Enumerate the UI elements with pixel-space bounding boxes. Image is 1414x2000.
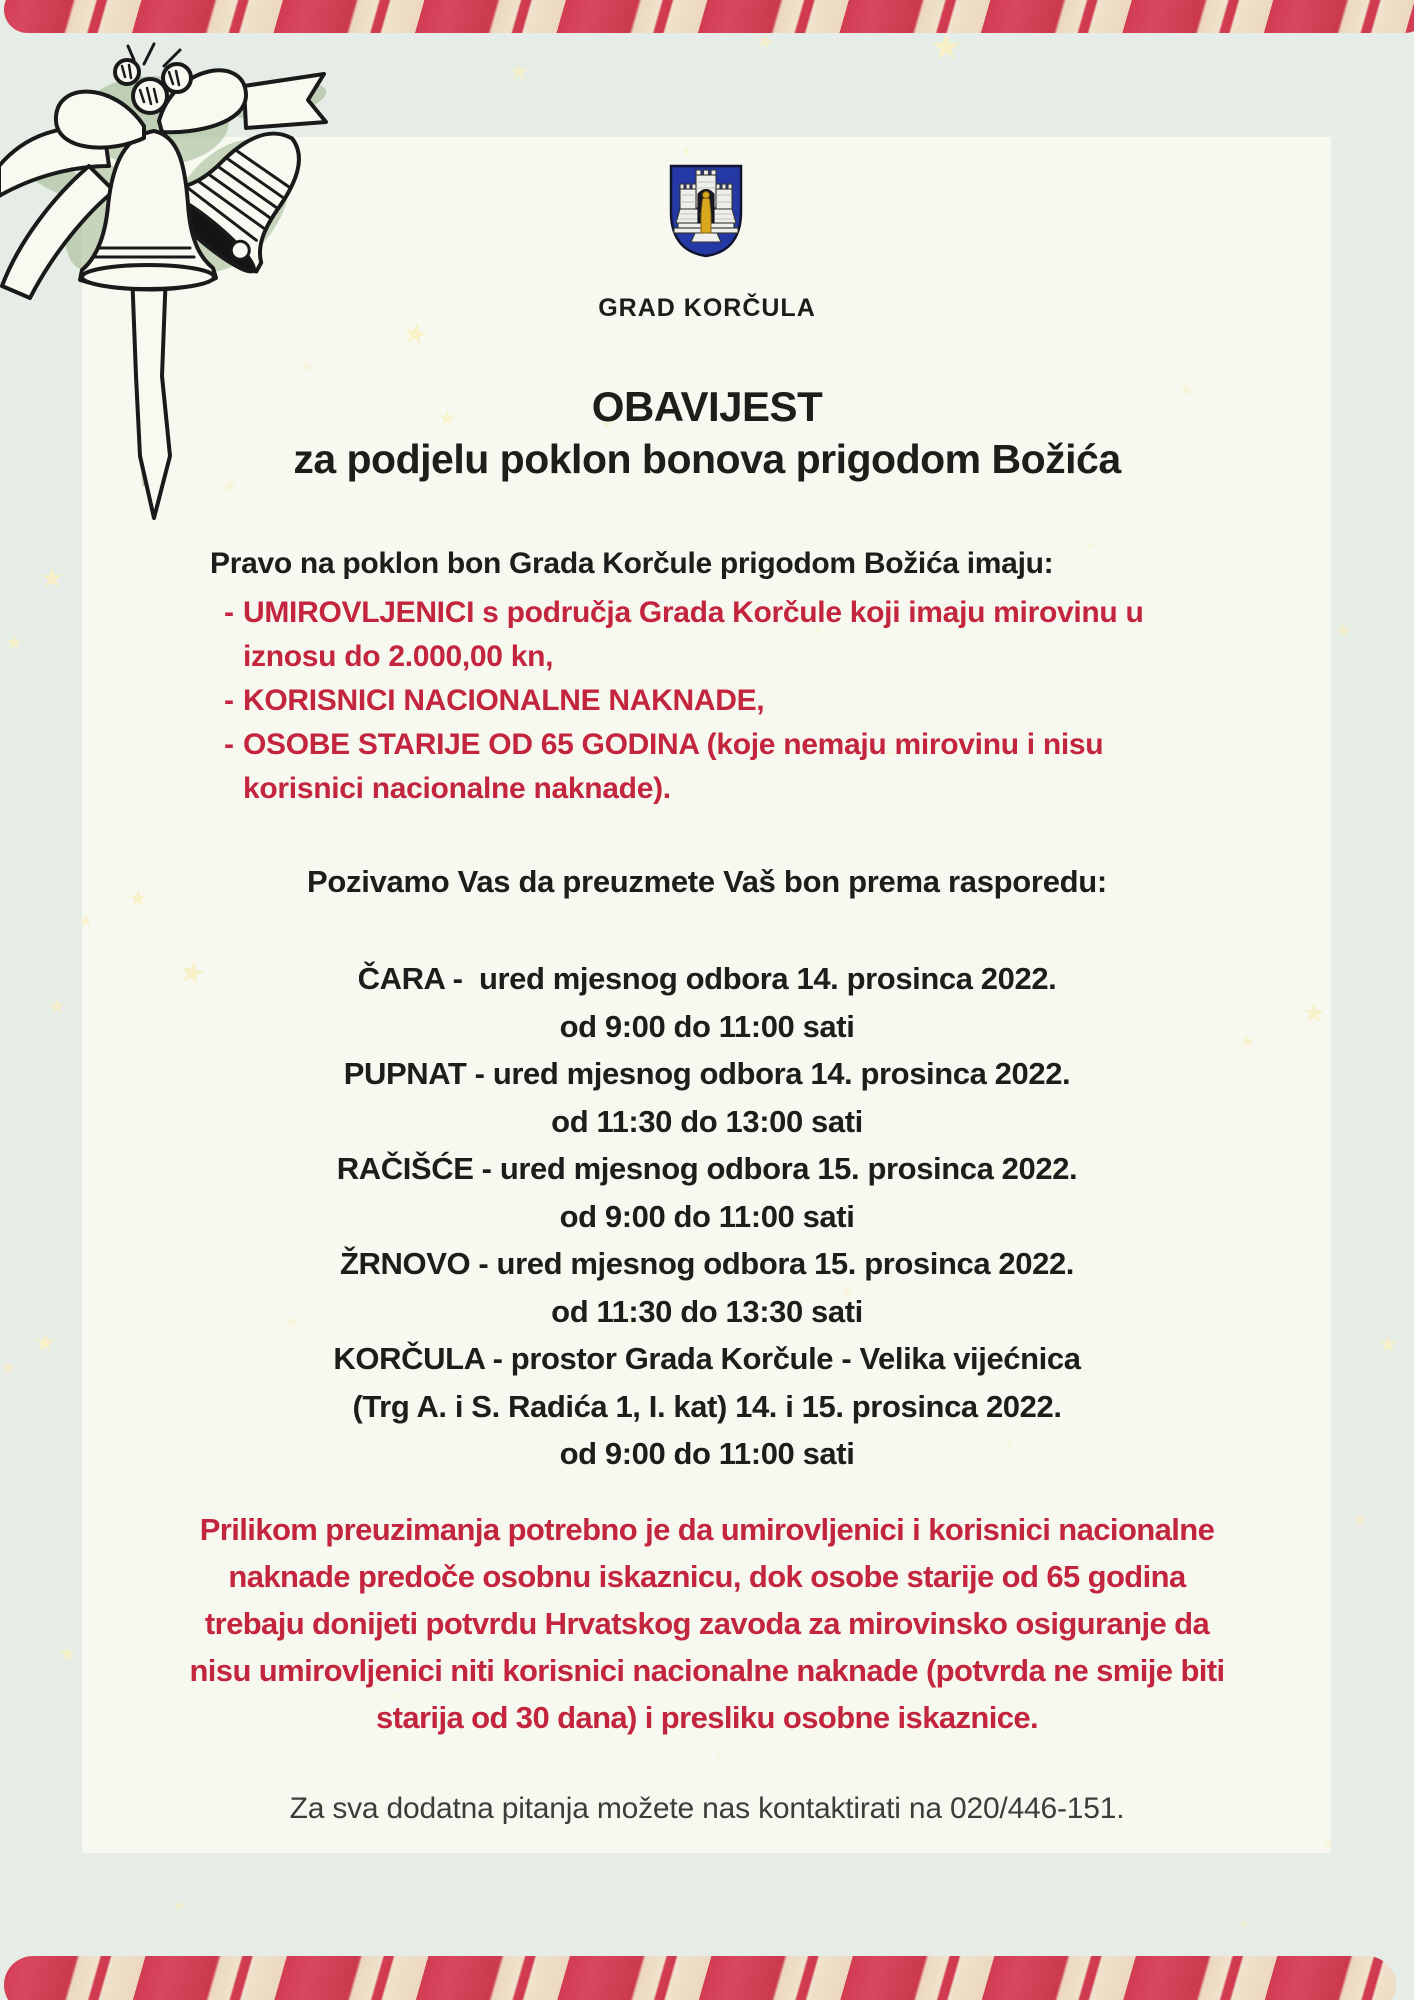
notice-line: starija od 30 dana) i presliku osobne iskaznice. bbox=[375, 1700, 1039, 1735]
notice-line: trebaju donijeti potvrdu Hrvatskog zavoda za mirovinsko osiguranje da bbox=[204, 1606, 1210, 1641]
schedule-line: PUPNAT - ured mjesnog odbora 14. prosinca 2022. bbox=[343, 1056, 1071, 1091]
list-item-line: UMIROVLJENICI s područja Grada Korčule koji imaju mirovinu u bbox=[243, 596, 1144, 629]
schedule-line: ŽRNOVO - ured mjesnog odbora 15. prosinca 2022. bbox=[340, 1246, 1074, 1281]
eligibility-intro: Pravo na poklon bon Grada Korčule prigodom Božića imaju: bbox=[210, 547, 1054, 580]
notice-line: Prilikom preuzimanja potrebno je da umirovljenici i korisnici nacionalne bbox=[199, 1512, 1215, 1547]
bullet-dash: - bbox=[224, 596, 234, 629]
page-subtitle: za podjelu poklon bonova prigodom Božića bbox=[293, 436, 1121, 482]
star-decoration bbox=[714, 1752, 725, 1764]
list-item bbox=[224, 723, 1144, 811]
schedule-line: ČARA - ured mjesnog odbora 14. prosinca 2022. bbox=[357, 961, 1057, 996]
star-decoration bbox=[400, 318, 432, 352]
list-item bbox=[224, 679, 1144, 723]
schedule-line: RAČIŠĆE - ured mjesnog odbora 15. prosinca 2022. bbox=[336, 1151, 1078, 1186]
bullet-dash: - bbox=[224, 684, 234, 717]
schedule-line: od 9:00 do 11:00 sati bbox=[559, 1008, 855, 1044]
star-decoration bbox=[1238, 1918, 1251, 1932]
star-decoration bbox=[930, 30, 962, 66]
schedule-line: (Trg A. i S. Radića 1, I. kat) 14. i 15. prosinca 2022. bbox=[352, 1388, 1062, 1424]
star-decoration bbox=[1085, 540, 1097, 553]
star-decoration bbox=[1335, 622, 1352, 641]
schedule-line: od 9:00 do 11:00 sati bbox=[559, 1198, 855, 1234]
notice-line: naknade predoče osobnu iskaznicu, dok osobe starije od 65 godina bbox=[228, 1559, 1186, 1594]
star-decoration bbox=[5, 632, 23, 652]
org-name: GRAD KORČULA bbox=[598, 294, 816, 322]
pickup-schedule bbox=[0, 955, 1414, 1478]
schedule-line: od 11:30 do 13:00 sati bbox=[551, 1103, 863, 1139]
candy-cane-border-bottom bbox=[4, 1956, 1396, 2000]
schedule-line: KORČULA - prostor Grada Korčule - Velika vijećnica bbox=[333, 1341, 1081, 1376]
bullet-dash: - bbox=[224, 728, 234, 761]
star-decoration bbox=[172, 1898, 186, 1914]
coat-of-arms bbox=[667, 162, 745, 259]
list-item bbox=[224, 591, 1144, 679]
schedule-intro: Pozivamo Vas da preuzmete Vaš bon prema rasporedu: bbox=[307, 864, 1107, 899]
star-decoration bbox=[753, 30, 777, 56]
list-item-line: korisnici nacionalne naknade). bbox=[243, 772, 671, 805]
eligibility-list bbox=[224, 591, 1144, 811]
schedule-line: od 9:00 do 11:00 sati bbox=[559, 1436, 855, 1471]
star-decoration bbox=[78, 914, 93, 931]
star-decoration bbox=[1322, 1838, 1335, 1852]
page-title: OBAVIJEST bbox=[591, 383, 823, 430]
contact-info: Za sva dodatna pitanja možete nas kontaktirati na 020/446-151. bbox=[289, 1792, 1125, 1825]
star-decoration bbox=[508, 60, 530, 84]
list-item-line: KORISNICI NACIONALNE NAKNADE, bbox=[243, 684, 765, 717]
schedule-line: od 11:30 do 13:30 sati bbox=[551, 1293, 863, 1329]
list-item-line: iznosu do 2.000,00 kn, bbox=[243, 640, 554, 673]
star-decoration bbox=[681, 146, 693, 159]
notice-line: nisu umirovljenici niti korisnici nacionalne naknade (potvrda ne smije biti bbox=[189, 1653, 1225, 1688]
list-item-line: OSOBE STARIJE OD 65 GODINA (koje nemaju mirovinu i nisu bbox=[243, 728, 1104, 761]
pickup-requirements-notice bbox=[0, 1506, 1414, 1741]
star-decoration bbox=[40, 565, 64, 592]
